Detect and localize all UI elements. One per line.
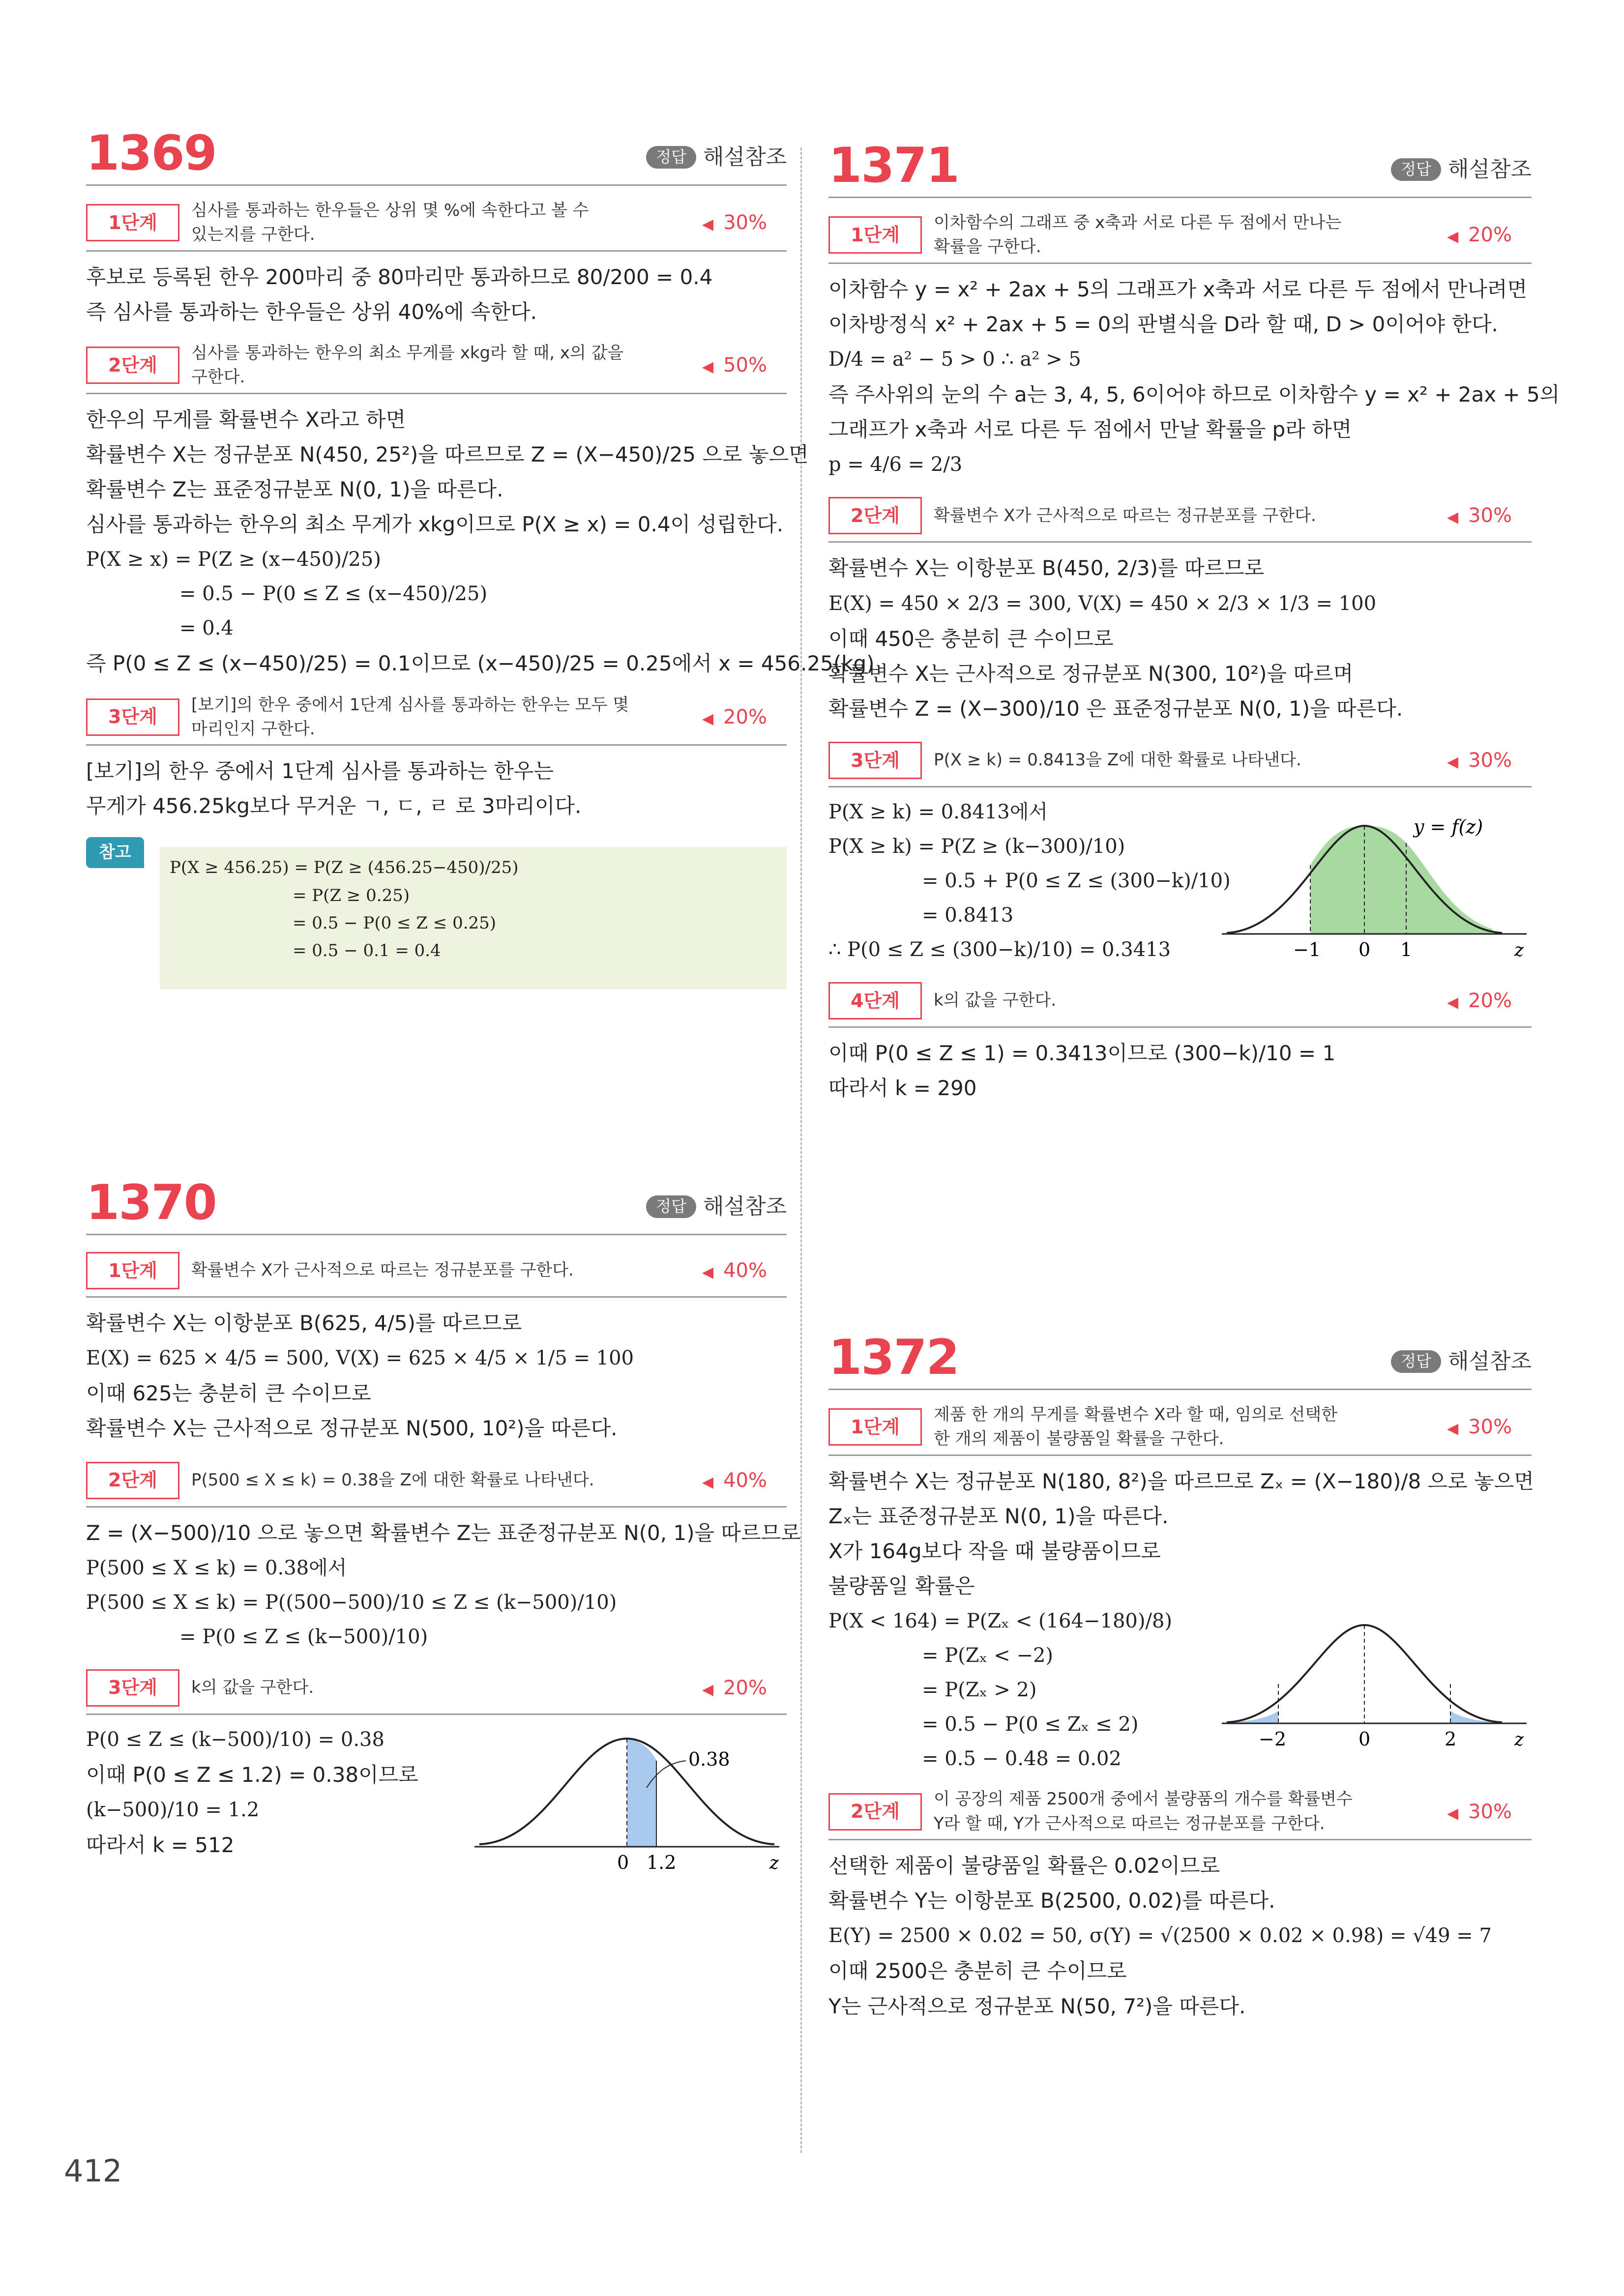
- step-description: [934, 1787, 1447, 1836]
- step-percent: [1447, 1797, 1532, 1827]
- step-description: [191, 341, 702, 390]
- normal-curve-graph: [470, 1714, 784, 1871]
- step-percent: [702, 208, 787, 237]
- tick-label: 1.2: [647, 1851, 677, 1871]
- step-description: P(X ≥ k) = 0.8413을 Z에 대한 확률로 나타낸다.: [934, 750, 1301, 770]
- answer-text: 해설참조: [703, 1194, 787, 1219]
- step-1: [86, 199, 787, 252]
- solution-line: 즉 심사를 통과하는 한우들은 상위 40%에 속한다.: [86, 299, 537, 324]
- equation-line: = P(Zₓ < −2): [922, 1644, 1054, 1667]
- step-percent: [1447, 220, 1532, 250]
- solution-line: Y는 근사적으로 정규분포 N(50, 7²)을 따른다.: [828, 1994, 1246, 2018]
- equation-line: P(500 ≤ X ≤ k) = 0.38에서: [86, 1556, 347, 1579]
- solution-line: 이때 P(0 ≤ Z ≤ 1) = 0.3413이므로 (300−k)/10 = 1: [828, 1041, 1336, 1066]
- step-desc-line: [보기]의 한우 중에서 1단계 심사를 통과하는 한우는 모두 몇: [191, 695, 629, 715]
- step-desc-line: 있는지를 구한다.: [191, 225, 315, 245]
- step-label: 1단계: [86, 1252, 179, 1289]
- answer-tag: [646, 141, 787, 174]
- step-percent: [702, 1673, 787, 1703]
- equation-line: (k−500)/10 = 1.2: [86, 1798, 260, 1821]
- step-2: [828, 493, 1532, 543]
- equation-line: = P(Zₓ > 2): [922, 1679, 1037, 1702]
- equation-line: = 0.5 − P(0 ≤ Zₓ ≤ 2): [922, 1713, 1139, 1736]
- step-desc-line: 마리인지 구한다.: [191, 719, 315, 739]
- answer-text: 해설참조: [703, 145, 787, 170]
- step-description: k의 값을 구한다.: [934, 990, 1057, 1011]
- solution-line: 이차함수 y = x² + 2ax + 5의 그래프가 x축과 서로 다른 두 점에서 만나려면: [828, 277, 1528, 301]
- tick-label: −1: [1293, 939, 1321, 961]
- normal-curve-graph: [1217, 1610, 1532, 1768]
- axis-label: z: [1514, 1730, 1524, 1750]
- solution-line: Z = (X−500)/10 으로 놓으면 확률변수 Z는 표준정규분포 N(0, 1)을 따르므로: [86, 1520, 801, 1545]
- solution-line: 확률변수 Z = (X−300)/10 은 표준정규분포 N(0, 1)을 따른다.: [828, 696, 1403, 721]
- step-4: [828, 978, 1532, 1028]
- step-description: P(500 ≤ X ≤ k) = 0.38을 Z에 대한 확률로 나타낸다.: [191, 1470, 594, 1490]
- step-3: [828, 738, 1532, 787]
- solution-line: 심사를 통과하는 한우의 최소 무게가 xkg이므로 P(X ≥ x) = 0.4이 성립한다.: [86, 512, 784, 537]
- step-description: [191, 199, 702, 247]
- percent-value: 30%: [1468, 1800, 1512, 1823]
- equation-line: P(0 ≤ Z ≤ (k−500)/10) = 0.38: [86, 1728, 384, 1751]
- solution-line: 확률변수 X는 근사적으로 정규분포 N(300, 10²)을 따르며: [828, 661, 1354, 686]
- reference-tag: 참고: [86, 837, 144, 868]
- percent-value: 20%: [723, 705, 767, 728]
- solution-line: 확률변수 X는 근사적으로 정규분포 N(500, 10²)을 따른다.: [86, 1416, 618, 1441]
- answer-text: 해설참조: [1447, 157, 1532, 182]
- step3-body: [828, 796, 1532, 965]
- solution-line: 선택한 제품이 불량품일 확률은 0.02이므로: [828, 1853, 1220, 1878]
- equation-line: = 0.5 − 0.48 = 0.02: [922, 1747, 1122, 1771]
- step-percent: [1447, 501, 1532, 530]
- solution-line: Zₓ는 표준정규분포 N(0, 1)을 따른다.: [828, 1504, 1169, 1528]
- step-percent: [702, 350, 787, 380]
- reference-note: [86, 837, 787, 999]
- answer-badge: 정답: [646, 146, 696, 169]
- solution-line: 즉 주사위의 눈의 수 a는 3, 4, 5, 6이어야 하므로 이차함수 y = x² + 2ax + 5의: [828, 382, 1560, 407]
- step-desc-line: 심사를 통과하는 한우의 최소 무게를 xkg라 할 때, x의 값을: [191, 343, 624, 363]
- answer-tag: [646, 1191, 787, 1223]
- step-1: [828, 211, 1532, 264]
- equation-line: P(X ≥ x) = P(Z ≥ (x−450)/25): [86, 548, 381, 571]
- problem-number: 1371: [828, 138, 959, 194]
- problem-1371: [828, 133, 1560, 1106]
- solution-line: 후보로 등록된 한우 200마리 중 80마리만 통과하므로 80/200 = 0.4: [86, 264, 713, 289]
- step-description: 확률변수 X가 근사적으로 따르는 정규분포를 구한다.: [191, 1260, 574, 1280]
- answer-tag: [1391, 1345, 1532, 1378]
- step-desc-line: 제품 한 개의 무게를 확률변수 X라 할 때, 임의로 선택한: [934, 1405, 1338, 1424]
- triangle-icon: ◀: [1447, 994, 1459, 1012]
- step-description: [934, 211, 1447, 260]
- tick-label: −2: [1259, 1728, 1287, 1750]
- solution-line: 즉 P(0 ≤ Z ≤ (x−450)/25) = 0.1이므로 (x−450)/25 = 0.25에서 x = 456.25(kg): [86, 651, 875, 676]
- equation-line: E(Y) = 2500 × 0.02 = 50, σ(Y) = √(2500 × 0.02 × 0.98) = √49 = 7: [828, 1924, 1492, 1947]
- solution-line: 이때 2500은 충분히 큰 수이므로: [828, 1959, 1127, 1983]
- answer-badge: 정답: [1391, 158, 1441, 181]
- percent-value: 30%: [1468, 504, 1512, 527]
- step-label: 2단계: [828, 1793, 922, 1831]
- step-label: 2단계: [86, 347, 179, 384]
- step-label: 3단계: [86, 1669, 179, 1707]
- problem-header: [86, 120, 787, 186]
- triangle-icon: ◀: [702, 1681, 714, 1698]
- problem-header: [86, 1170, 787, 1235]
- triangle-icon: ◀: [702, 358, 714, 376]
- probability-calc: [828, 1605, 1532, 1774]
- solution-line: 이차방정식 x² + 2ax + 5 = 0의 판별식을 D라 할 때, D > 0이어야 한다.: [828, 312, 1498, 336]
- solution-line: 이때 P(0 ≤ Z ≤ 1.2) = 0.38이므로: [86, 1762, 418, 1787]
- solution-line: 이때 450은 충분히 큰 수이므로: [828, 626, 1114, 651]
- answer-badge: 정답: [646, 1195, 696, 1218]
- solution-line: 따라서 k = 512: [86, 1832, 235, 1857]
- triangle-icon: ◀: [1447, 1804, 1459, 1822]
- percent-value: 30%: [723, 211, 767, 234]
- step-1: [86, 1248, 787, 1298]
- equation-line: = 0.5 + P(0 ≤ Z ≤ (300−k)/10): [922, 870, 1231, 893]
- step-label: 4단계: [828, 982, 922, 1019]
- step-percent: [1447, 746, 1532, 775]
- solution-line: 확률변수 X는 이항분포 B(625, 4/5)를 따르므로: [86, 1311, 522, 1335]
- step-desc-line: 이차함수의 그래프 중 x축과 서로 다른 두 점에서 만나는: [934, 213, 1342, 233]
- percent-value: 20%: [1468, 224, 1512, 247]
- step-3: [86, 1665, 787, 1715]
- equation-line: D/4 = a² − 5 > 0 ∴ a² > 5: [828, 348, 1081, 371]
- triangle-icon: ◀: [702, 1264, 714, 1281]
- step-percent: [702, 1256, 787, 1285]
- percent-value: 40%: [723, 1469, 767, 1492]
- triangle-icon: ◀: [702, 710, 714, 727]
- shaded-area: [627, 1739, 656, 1847]
- tick-label: 0: [617, 1851, 629, 1871]
- step-desc-line: 한 개의 제품이 불량품일 확률을 구한다.: [934, 1429, 1224, 1449]
- axis-label: z: [1514, 940, 1524, 961]
- problem-1370: [86, 1170, 801, 1871]
- step-description: [934, 1403, 1447, 1452]
- equation-line: P(500 ≤ X ≤ k) = P((500−500)/10 ≤ Z ≤ (k−500)/10): [86, 1591, 617, 1614]
- solution-line: 그래프가 x축과 서로 다른 두 점에서 만날 확률을 p라 하면: [828, 417, 1352, 442]
- step-desc-line: 구한다.: [191, 367, 245, 387]
- reference-line: = 0.5 − 0.1 = 0.4: [293, 940, 441, 960]
- step-2: [86, 1458, 787, 1508]
- shaded-area: [1310, 826, 1492, 934]
- problem-header: [828, 1325, 1532, 1390]
- tick-label: 0: [1358, 939, 1371, 961]
- solution-line: 따라서 k = 290: [828, 1076, 977, 1101]
- normal-curve-graph: [1217, 806, 1532, 963]
- step-3: [86, 693, 787, 746]
- percent-value: 20%: [1468, 989, 1512, 1013]
- solution-line: X가 164g보다 작을 때 불량품이므로: [828, 1539, 1161, 1563]
- equation-line: = 0.5 − P(0 ≤ Z ≤ (x−450)/25): [179, 582, 488, 606]
- equation-line: ∴ P(0 ≤ Z ≤ (300−k)/10) = 0.3413: [828, 938, 1171, 961]
- step-percent: [702, 1466, 787, 1495]
- step3-body: [86, 1724, 787, 1871]
- triangle-icon: ◀: [1447, 1420, 1459, 1438]
- step-description: 확률변수 X가 근사적으로 따르는 정규분포를 구한다.: [934, 505, 1316, 525]
- percent-value: 20%: [723, 1676, 767, 1699]
- tick-label: 0: [1358, 1728, 1371, 1750]
- triangle-icon: ◀: [702, 1473, 714, 1491]
- equation-line: E(X) = 625 × 4/5 = 500, V(X) = 625 × 4/5 × 1/5 = 100: [86, 1347, 634, 1370]
- step-2: [828, 1787, 1532, 1840]
- step-percent: [702, 702, 787, 732]
- solution-line: 이때 625는 충분히 큰 수이므로: [86, 1381, 371, 1406]
- percent-value: 30%: [1468, 1416, 1512, 1439]
- step-percent: [1447, 1412, 1532, 1442]
- equation-line: = 0.4: [179, 617, 234, 640]
- step-1: [828, 1403, 1532, 1456]
- solution-line: 확률변수 X는 이항분포 B(450, 2/3)를 따르므로: [828, 556, 1265, 581]
- solution-line: 무게가 456.25kg보다 무거운 ㄱ, ㄷ, ㄹ 로 3마리이다.: [86, 794, 582, 818]
- axis-label: z: [769, 1853, 779, 1871]
- solution-line: 확률변수 X는 정규분포 N(180, 8²)을 따르므로 Zₓ = (X−180)/8 으로 놓으면: [828, 1469, 1534, 1493]
- step-desc-line: Y라 할 때, Y가 근사적으로 따르는 정규분포를 구한다.: [934, 1813, 1325, 1833]
- equation-line: p = 4/6 = 2/3: [828, 453, 963, 476]
- equation-line: P(X < 164) = P(Zₓ < (164−180)/8): [828, 1610, 1173, 1633]
- equation-line: P(X ≥ k) = 0.8413에서: [828, 801, 1048, 824]
- equation-line: P(X ≥ k) = P(Z ≥ (k−300)/10): [828, 835, 1125, 858]
- solution-line: 불량품일 확률은: [828, 1574, 975, 1598]
- solution-line: [보기]의 한우 중에서 1단계 심사를 통과하는 한우는: [86, 759, 554, 784]
- step-desc-line: 이 공장의 제품 2500개 중에서 불량품의 개수를 확률변수: [934, 1789, 1353, 1809]
- step-desc-line: 심사를 통과하는 한우들은 상위 몇 %에 속한다고 볼 수: [191, 201, 589, 220]
- triangle-icon: ◀: [1447, 228, 1459, 246]
- problem-number: 1370: [86, 1175, 216, 1231]
- step-label: 1단계: [828, 216, 922, 254]
- answer-tag: [1391, 153, 1532, 186]
- step-percent: [1447, 986, 1532, 1016]
- step-label: 1단계: [828, 1408, 922, 1446]
- tick-label: 2: [1445, 1728, 1457, 1750]
- solution-line: 한우의 무게를 확률변수 X라고 하면: [86, 407, 406, 432]
- curve-label: y = f(z): [1414, 816, 1483, 838]
- step-label: 3단계: [86, 698, 179, 736]
- solution-line: 확률변수 X는 정규분포 N(450, 25²)을 따르므로 Z = (X−450)/25 으로 놓으면: [86, 442, 809, 466]
- step-label: 2단계: [86, 1462, 179, 1499]
- step-label: 2단계: [828, 497, 922, 534]
- percent-value: 40%: [723, 1259, 767, 1282]
- triangle-icon: ◀: [1447, 509, 1459, 526]
- problem-header: [828, 133, 1532, 198]
- answer-badge: 정답: [1391, 1350, 1441, 1373]
- problem-number: 1372: [828, 1330, 959, 1386]
- step-2: [86, 341, 787, 394]
- step-label: 1단계: [86, 204, 179, 241]
- problem-number: 1369: [86, 125, 216, 181]
- step-label: 3단계: [828, 742, 922, 779]
- equation-line: E(X) = 450 × 2/3 = 300, V(X) = 450 × 2/3 × 1/3 = 100: [828, 592, 1377, 615]
- reference-line: = 0.5 − P(0 ≤ Z ≤ 0.25): [293, 913, 497, 933]
- area-label: 0.38: [688, 1748, 730, 1770]
- answer-text: 해설참조: [1447, 1349, 1532, 1374]
- reference-line: = P(Z ≥ 0.25): [293, 885, 410, 905]
- equation-line: = P(0 ≤ Z ≤ (k−500)/10): [179, 1625, 428, 1648]
- step-description: k의 값을 구한다.: [191, 1678, 314, 1698]
- solution-line: 확률변수 Y는 이항분포 B(2500, 0.02)를 따른다.: [828, 1889, 1275, 1913]
- tick-label: 1: [1400, 939, 1413, 961]
- percent-value: 50%: [723, 354, 767, 377]
- problem-1369: [86, 120, 875, 999]
- percent-value: 30%: [1468, 749, 1512, 772]
- step-description: [191, 693, 702, 742]
- problem-1372: [828, 1325, 1532, 2025]
- page-number: 412: [64, 2153, 122, 2189]
- reference-line: P(X ≥ 456.25) = P(Z ≥ (456.25−450)/25): [170, 858, 519, 878]
- solution-line: 확률변수 Z는 표준정규분포 N(0, 1)을 따른다.: [86, 477, 503, 501]
- equation-line: = 0.8413: [922, 904, 1014, 927]
- reference-box: [160, 847, 787, 989]
- triangle-icon: ◀: [1447, 754, 1459, 771]
- triangle-icon: ◀: [702, 216, 714, 233]
- step-desc-line: 확률을 구한다.: [934, 237, 1041, 257]
